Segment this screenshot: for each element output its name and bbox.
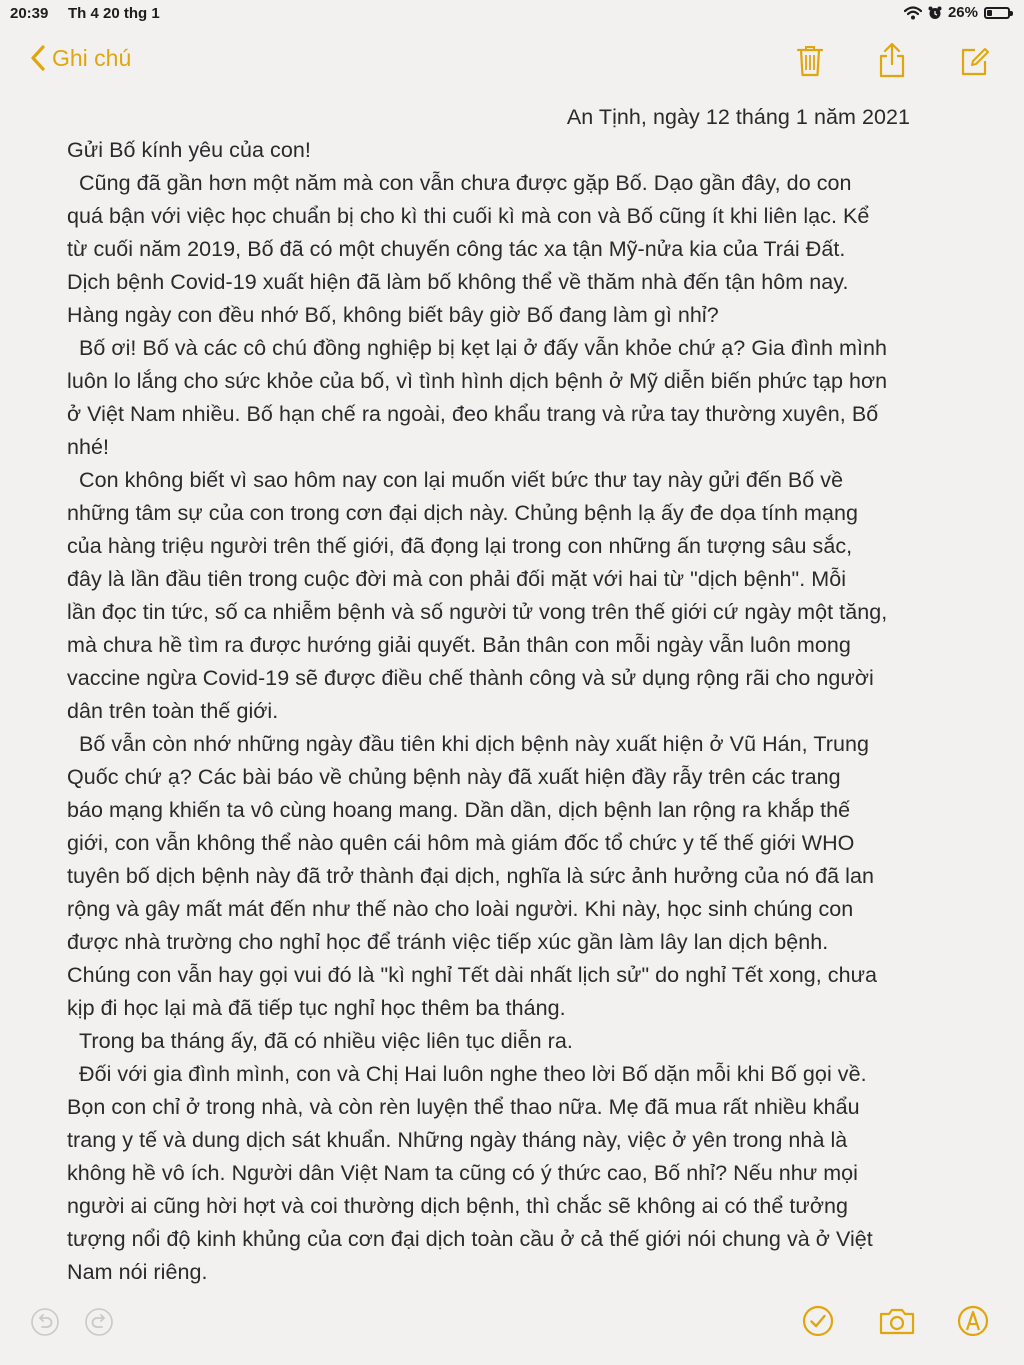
note-line: Bố ơi! Bố và các cô chú đồng nghiệp bị kẹt lại ở đấy vẫn khỏe chứ ạ? Gia đình mình xyxy=(79,336,888,360)
note-line: quá bận với việc học chuẩn bị cho kì thi cuối kì mà con và Bố cũng ít khi liên lạc. Kể xyxy=(67,204,870,228)
undo-icon[interactable] xyxy=(30,1307,60,1337)
note-line: Bọn con chỉ ở trong nhà, và còn rèn luyện thể thao nữa. Mẹ đã mua rất nhiều khẩu xyxy=(67,1095,860,1119)
note-line: Dịch bệnh Covid-19 xuất hiện đã làm bố không thể về thăm nhà đến tận hôm nay. xyxy=(67,270,849,294)
note-line: không hề vô ích. Người dân Việt Nam ta cũng có ý thức cao, Bố nhỉ? Nếu như mọi xyxy=(67,1161,859,1185)
note-line: Cũng đã gần hơn một năm mà con vẫn chưa được gặp Bố. Dạo gần đây, do con xyxy=(79,171,852,195)
note-line: người ai cũng hời hợt và coi thường dịch bệnh, thì chắc sẽ không ai có thể tưởng xyxy=(67,1194,849,1218)
note-line: trang y tế và dung dịch sát khuẩn. Những ngày tháng này, việc ở yên trong nhà là xyxy=(67,1128,848,1152)
battery-fill xyxy=(987,10,992,16)
status-bar xyxy=(0,0,1024,28)
note-line: luôn lo lắng cho sức khỏe của bố, vì tình hình dịch bệnh ở Mỹ diễn biến phức tạp hơn xyxy=(67,369,888,393)
chevron-left-icon xyxy=(30,44,46,72)
nav-actions xyxy=(794,42,990,78)
note-line: từ cuối năm 2019, Bố đã có một chuyến công tác xa tận Mỹ-nửa kia của Trái Đất. xyxy=(67,237,846,261)
status-indicators xyxy=(904,4,1010,21)
note-line: rộng và gây mất mát đến như thế nào cho loài người. Khi này, học sinh chúng con xyxy=(67,897,854,921)
note-date-line: An Tịnh, ngày 12 tháng 1 năm 2021 xyxy=(566,105,910,129)
note-line: của hàng triệu người trên thế giới, đã đọng lại trong con những ấn tượng sâu sắc, xyxy=(67,534,853,558)
share-icon[interactable] xyxy=(876,42,908,78)
battery-percent: 26% xyxy=(947,4,978,21)
back-button[interactable] xyxy=(30,44,131,72)
note-line: dân trên toàn thế giới. xyxy=(67,699,279,723)
note-line: đây là lần đầu tiên trong cuộc đời mà con phải đối mặt với hai từ "dịch bệnh". Mỗi xyxy=(67,567,847,591)
note-line: Hàng ngày con đều nhớ Bố, không biết bây giờ Bố đang làm gì nhỉ? xyxy=(67,303,719,327)
bottom-toolbar xyxy=(0,1291,1024,1365)
note-line: Bố vẫn còn nhớ những ngày đầu tiên khi dịch bệnh này xuất hiện ở Vũ Hán, Trung xyxy=(79,732,869,756)
nav-bar xyxy=(0,36,1024,86)
note-line: ở Việt Nam nhiều. Bố hạn chế ra ngoài, đeo khẩu trang và rửa tay thường xuyên, Bố xyxy=(67,402,879,426)
note-line: những tâm sự của con trong cơn đại dịch này. Chủng bệnh lạ ấy đe dọa tính mạng xyxy=(67,501,859,525)
note-line: Nam nói riêng. xyxy=(67,1260,208,1284)
note-line: Đối với gia đình mình, con và Chị Hai luôn nghe theo lời Bố dặn mỗi khi Bố gọi về. xyxy=(79,1062,867,1086)
note-body[interactable] xyxy=(67,101,967,1289)
note-line: Gửi Bố kính yêu của con! xyxy=(67,138,311,162)
wifi-icon xyxy=(904,6,922,20)
note-line: được nhà trường cho nghỉ học để tránh việc tiếp xúc gần làm lây lan dịch bệnh. xyxy=(67,930,829,954)
back-label: Ghi chú xyxy=(52,44,132,71)
note-line: lần đọc tin tức, số ca nhiễm bệnh và số người tử vong trên thế giới cứ ngày một tăng, xyxy=(67,600,888,624)
battery-icon xyxy=(984,7,1010,19)
note-line: Chúng con vẫn hay gọi vui đó là "kì nghỉ Tết dài nhất lịch sử" do nghỉ Tết xong, chưa xyxy=(67,963,878,987)
note-line: Trong ba tháng ấy, đã có nhiều việc liên tục diễn ra. xyxy=(79,1029,573,1053)
compose-icon[interactable] xyxy=(958,42,990,78)
alarm-icon xyxy=(928,6,942,20)
note-line: giới, con vẫn không thể nào quên cái hôm mà giám đốc tổ chức y tế thế giới WHO xyxy=(67,831,855,855)
trash-icon[interactable] xyxy=(794,42,826,78)
note-line: vaccine ngừa Covid-19 sẽ được điều chế thành công và sử dụng rộng rãi cho người xyxy=(67,666,874,690)
note-line: nhé! xyxy=(67,435,110,459)
camera-icon[interactable] xyxy=(878,1305,916,1337)
note-line: mà chưa hề tìm ra được hướng giải quyết. Bản thân con mỗi ngày vẫn luôn mong xyxy=(67,633,851,657)
status-time: 20:39 xyxy=(10,5,49,22)
note-line: tuyên bố dịch bệnh này đã trở thành đại dịch, nghĩa là sức ảnh hưởng của nó đã lan xyxy=(67,864,874,888)
note-line: báo mạng khiến ta vô cùng hoang mang. Dần dần, dịch bệnh lan rộng ra khắp thế xyxy=(67,798,851,822)
checklist-icon[interactable] xyxy=(802,1305,834,1337)
note-line: kịp đi học lại mà đã tiếp tục nghỉ học thêm ba tháng. xyxy=(67,996,566,1020)
status-date: Th 4 20 thg 1 xyxy=(68,5,160,22)
note-line: Con không biết vì sao hôm nay con lại muốn viết bức thư tay này gửi đến Bố về xyxy=(79,468,844,492)
note-line: tượng nổi độ kinh khủng của cơn đại dịch toàn cầu ở cả thế giới nói chung và ở Việt xyxy=(67,1227,873,1251)
redo-icon[interactable] xyxy=(84,1307,114,1337)
markup-icon[interactable] xyxy=(957,1305,989,1337)
note-line: Quốc chứ ạ? Các bài báo về chủng bệnh này đã xuất hiện đầy rẫy trên các trang xyxy=(67,765,841,789)
